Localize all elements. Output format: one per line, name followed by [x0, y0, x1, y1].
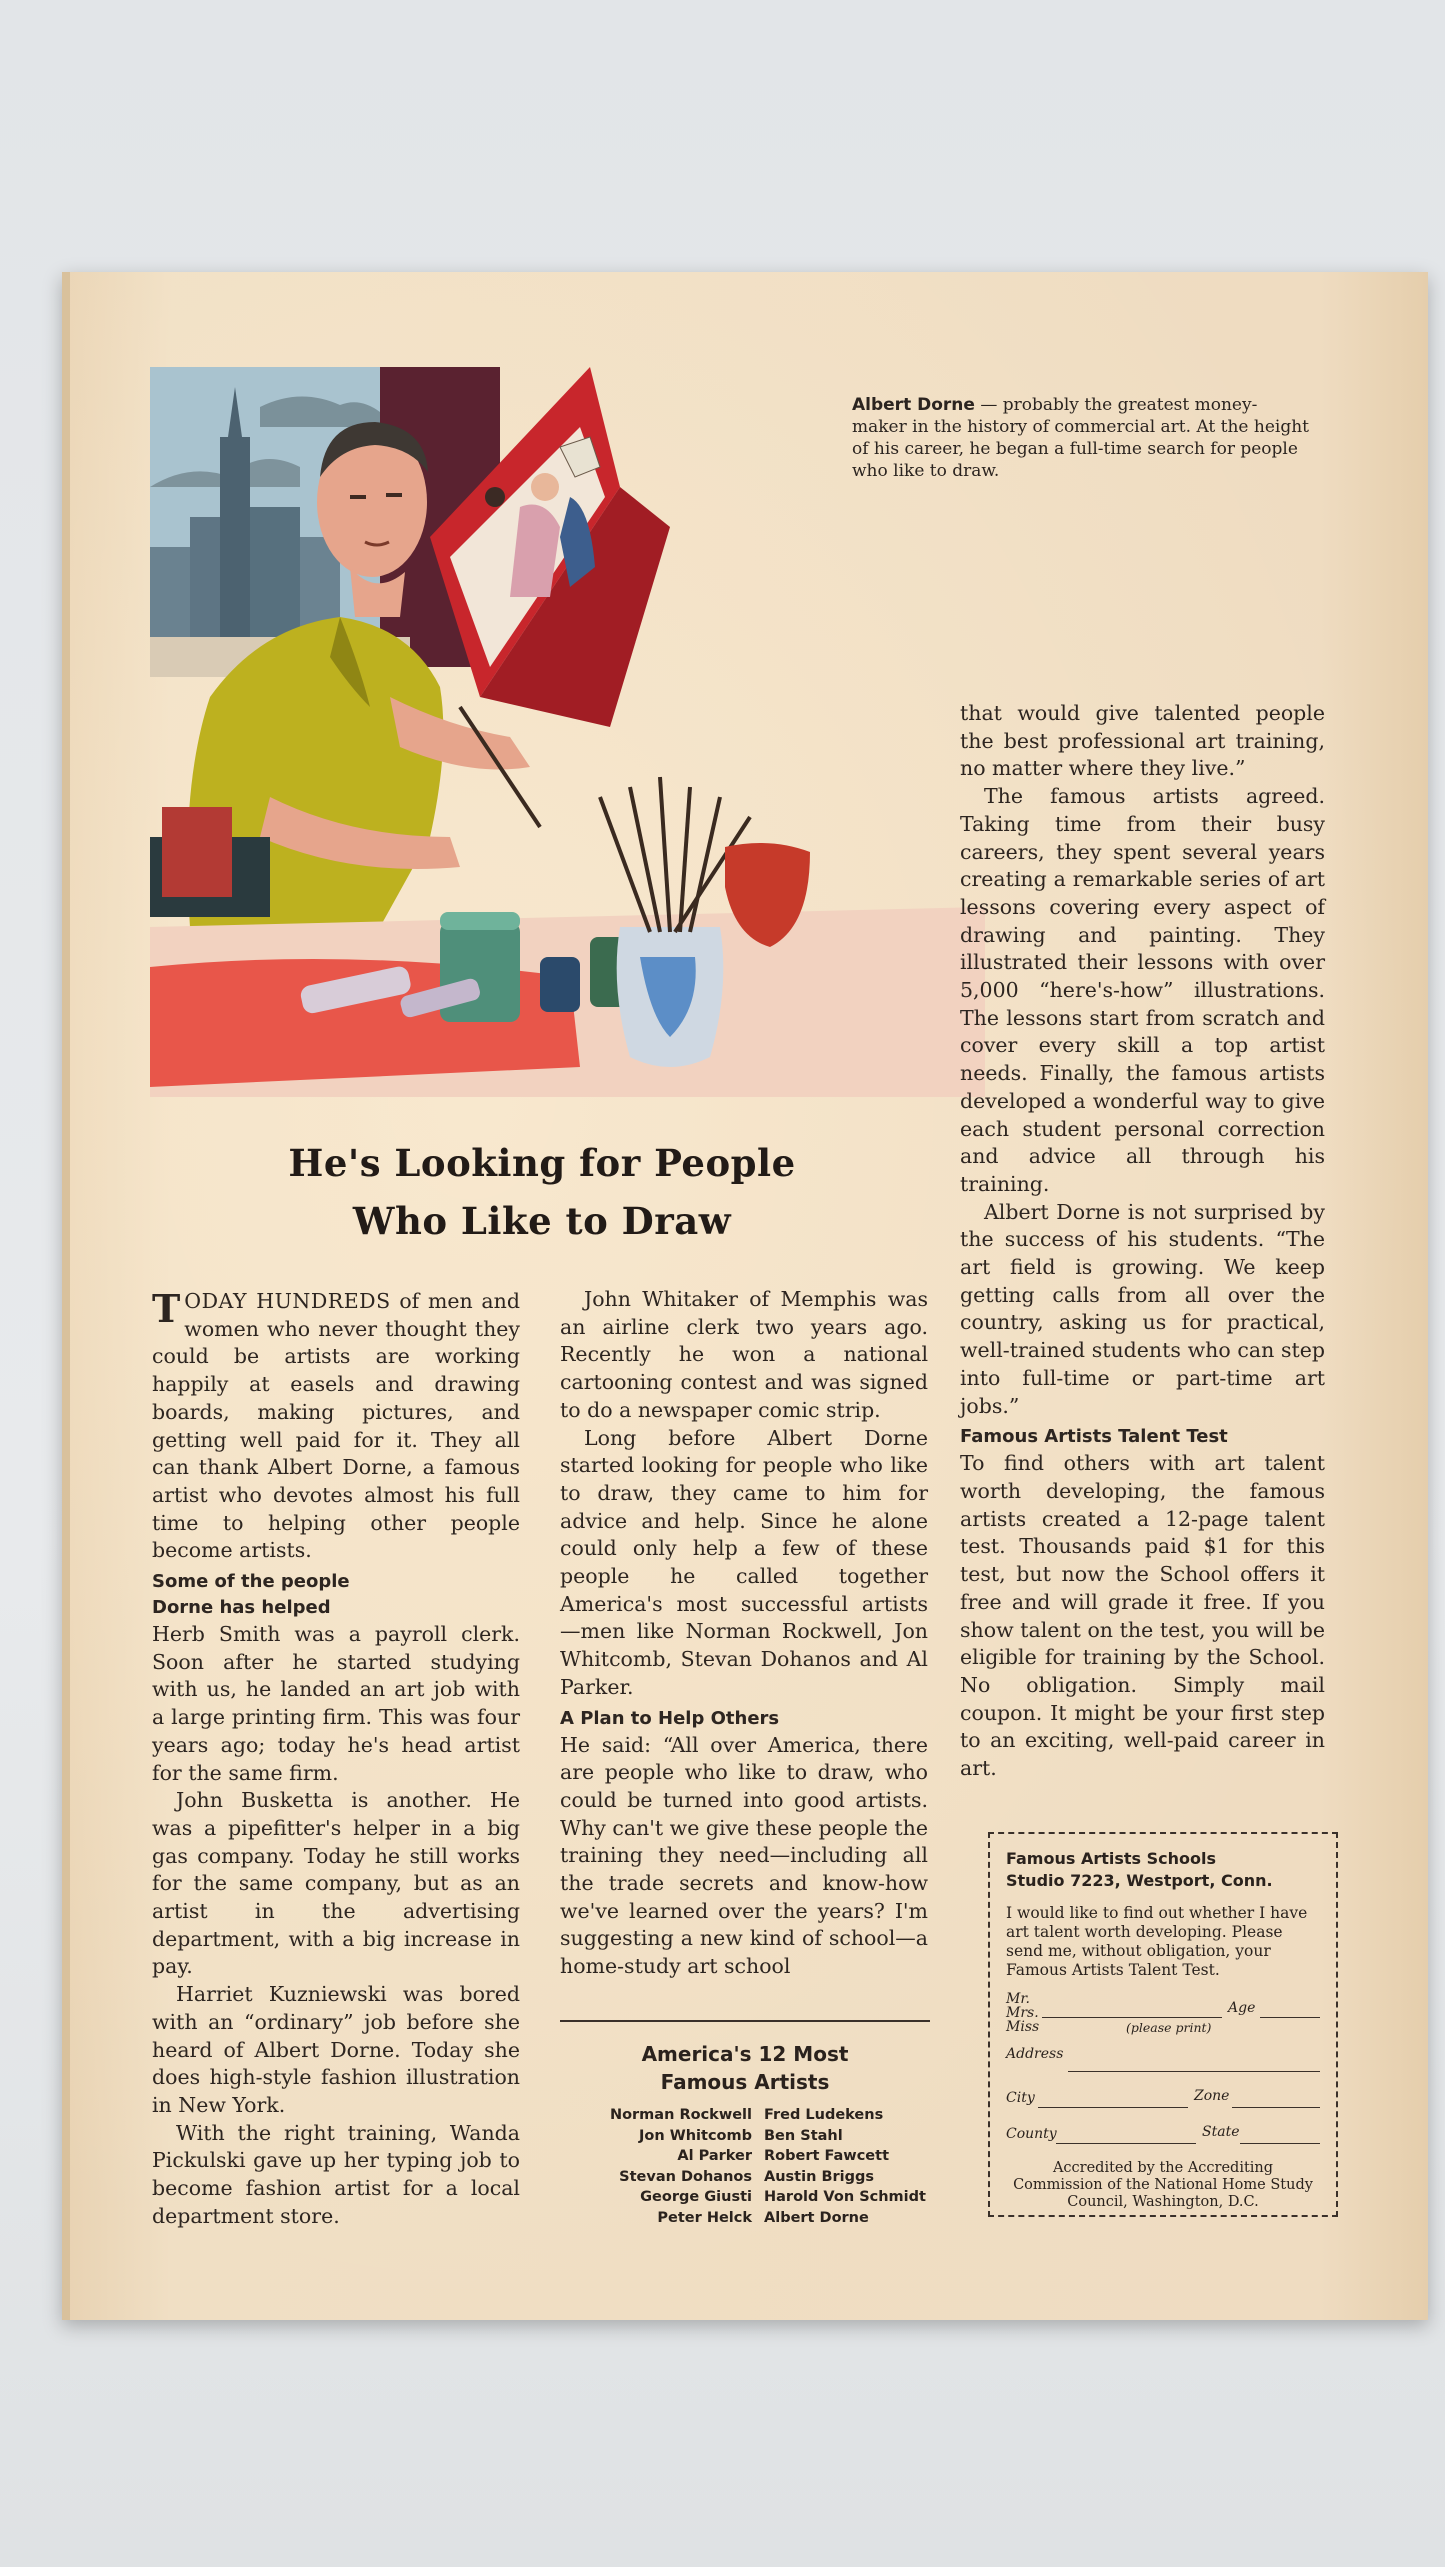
- column2-paragraph-1: John Whitaker of Memphis was an airline clerk two years ago. Recently he won a national cartooning contest and was signed to do a newspaper comic strip.: [560, 1287, 928, 1422]
- artists-list: [547, 2105, 967, 2228]
- drop-cap: T: [152, 1286, 181, 1331]
- column2-paragraph-2: Long before Albert Dorne started looking for people who like to draw, they came to him for advice and help. Since he alone could only help a few of these people he called together America's most successful artists —men like Norman Rockwell, Jon Whitcomb, Stevan Dohanos and Al Parker.: [560, 1425, 928, 1699]
- artist-row: Norman Rockwell Fred Ludekens: [609, 2107, 884, 2123]
- artist-row: Peter Helck Albert Dorne: [657, 2209, 869, 2226]
- column1-subhead: Some of the people Dorne has helped: [152, 1571, 350, 1619]
- column1-paragraph-3: John Busketta is another. He was a pipefitter's helper in a big gas company. Today he still works for the same company, but as an artist in the advertising department, with a big increase in pay.: [152, 1788, 520, 1979]
- caption-name: Albert Dorne: [852, 395, 975, 415]
- artists-box-title: America's 12 Most Famous Artists: [641, 2042, 849, 2094]
- column1-paragraph-5: With the right training, Wanda Pickulski gave up her typing job to become fashion artist for a local department store.: [152, 2120, 520, 2228]
- column1-paragraph-1: TODAY HUNDREDS of men and women who never thought they could be artists are working happily at easels and drawing boards, making pictures, and getting well paid for it. They all can thank Albert Dorne, a famous artist who devotes almost his full time to helping other people become artists.: [152, 1286, 520, 1563]
- lead-smallcaps: ODAY HUNDREDS: [184, 1289, 391, 1313]
- column1-paragraph-2: Herb Smith was a payroll clerk. Soon after he started studying with us, he landed an art job with a large printing firm. This was four years ago; today he's head artist for the same firm.: [152, 1622, 520, 1785]
- column3-subhead: Famous Artists Talent Test: [960, 1426, 1228, 1448]
- paint-jar-green: [440, 922, 520, 1022]
- artist-row: Stevan Dohanos Austin Briggs: [619, 2168, 875, 2185]
- column3-paragraph-2: The famous artists agreed. Taking time from their busy careers, they spent several years creating a remarkable series of art lessons covering every aspect of drawing and painting. They illustrated their lessons with over 5,000 “here's-how” illustrations. The lessons start from scratch and cover every skill a top artist needs. Finally, the famous artists developed a wonderful way to give each student personal correction and advice all through his training.: [960, 784, 1325, 1196]
- column3-paragraph-1: that would give talented people the best professional art training, no matter where they live.”: [960, 701, 1325, 781]
- coupon-accreditation: Accredited by the Accrediting Commission of the National Home Study Council, Washington, D.C.: [1013, 2160, 1313, 2210]
- page-spine-edge: [62, 272, 70, 2320]
- headline-line-1: He's Looking for People: [288, 1141, 796, 1185]
- caption-text: — probably the greatest money-maker in the history of commercial art. At the height of his career, he began a full-time search for people who like to draw.: [852, 395, 1310, 481]
- artists-divider: [560, 2020, 930, 2022]
- column3-paragraph-4: To find others with art talent worth developing, the famous artists created a 12-page talent test. Thousands paid $1 for this test, but now the School offers it free and will grade it free. If you show talent on the test, you will be eligible for training by the School. No obligation. Simply mail coupon. It might be your first step to an exciting, well-paid career in art.: [960, 1451, 1325, 1781]
- coupon-address-field: Address: [1006, 2042, 1320, 2078]
- coupon-county-field: County State: [1006, 2114, 1320, 2150]
- coupon-city-field: City Zone: [1006, 2078, 1320, 2114]
- artist-row: George Giusti Harold Von Schmidt: [640, 2189, 926, 2205]
- comic-back-cover-page: [62, 272, 1428, 2320]
- coupon-name-field: Mr. Mrs. Miss Age (please print): [1006, 1988, 1320, 2042]
- coupon-body: I would like to find out whether I have art talent worth developing. Please send me, without obligation, your Famous Artists Talent Test.: [1006, 1904, 1308, 1979]
- coupon-header: Famous Artists Schools Studio 7223, Westport, Conn.: [1006, 1849, 1273, 1890]
- article-column-2: [560, 1286, 928, 1981]
- headline-line-2: Who Like to Draw: [352, 1199, 732, 1243]
- article-column-1: [152, 1288, 520, 2231]
- headline: [182, 1134, 902, 1250]
- artist-row: Jon Whitcomb Ben Stahl: [639, 2127, 843, 2144]
- skyscraper: [220, 437, 250, 637]
- artist-row: Al Parker Robert Fawcett: [677, 2148, 889, 2164]
- illustration-caption: [852, 394, 1312, 482]
- column1-paragraph-4: Harriet Kuzniewski was bored with an “ordinary” job before she heard of Albert Dorne. Today she does high-style fashion illustration in New York.: [152, 1982, 520, 2117]
- mail-coupon: [988, 1832, 1338, 2217]
- column2-subhead: A Plan to Help Others: [560, 1707, 780, 1729]
- article-column-3: [960, 700, 1325, 1783]
- column3-paragraph-3: Albert Dorne is not surprised by the success of his students. “The art field is growing. We keep getting calls from all over the country, asking us for practical, well-trained students who can step into full-time or part-time art jobs.”: [960, 1199, 1325, 1418]
- column2-paragraph-3: He said: “All over America, there are people who like to draw, who could be turned into good artists. Why can't we give these people the training they need—including all the trade secrets and know-how we've learned over the years? I'm suggesting a new kind of school—a home-study art school: [560, 1732, 929, 1979]
